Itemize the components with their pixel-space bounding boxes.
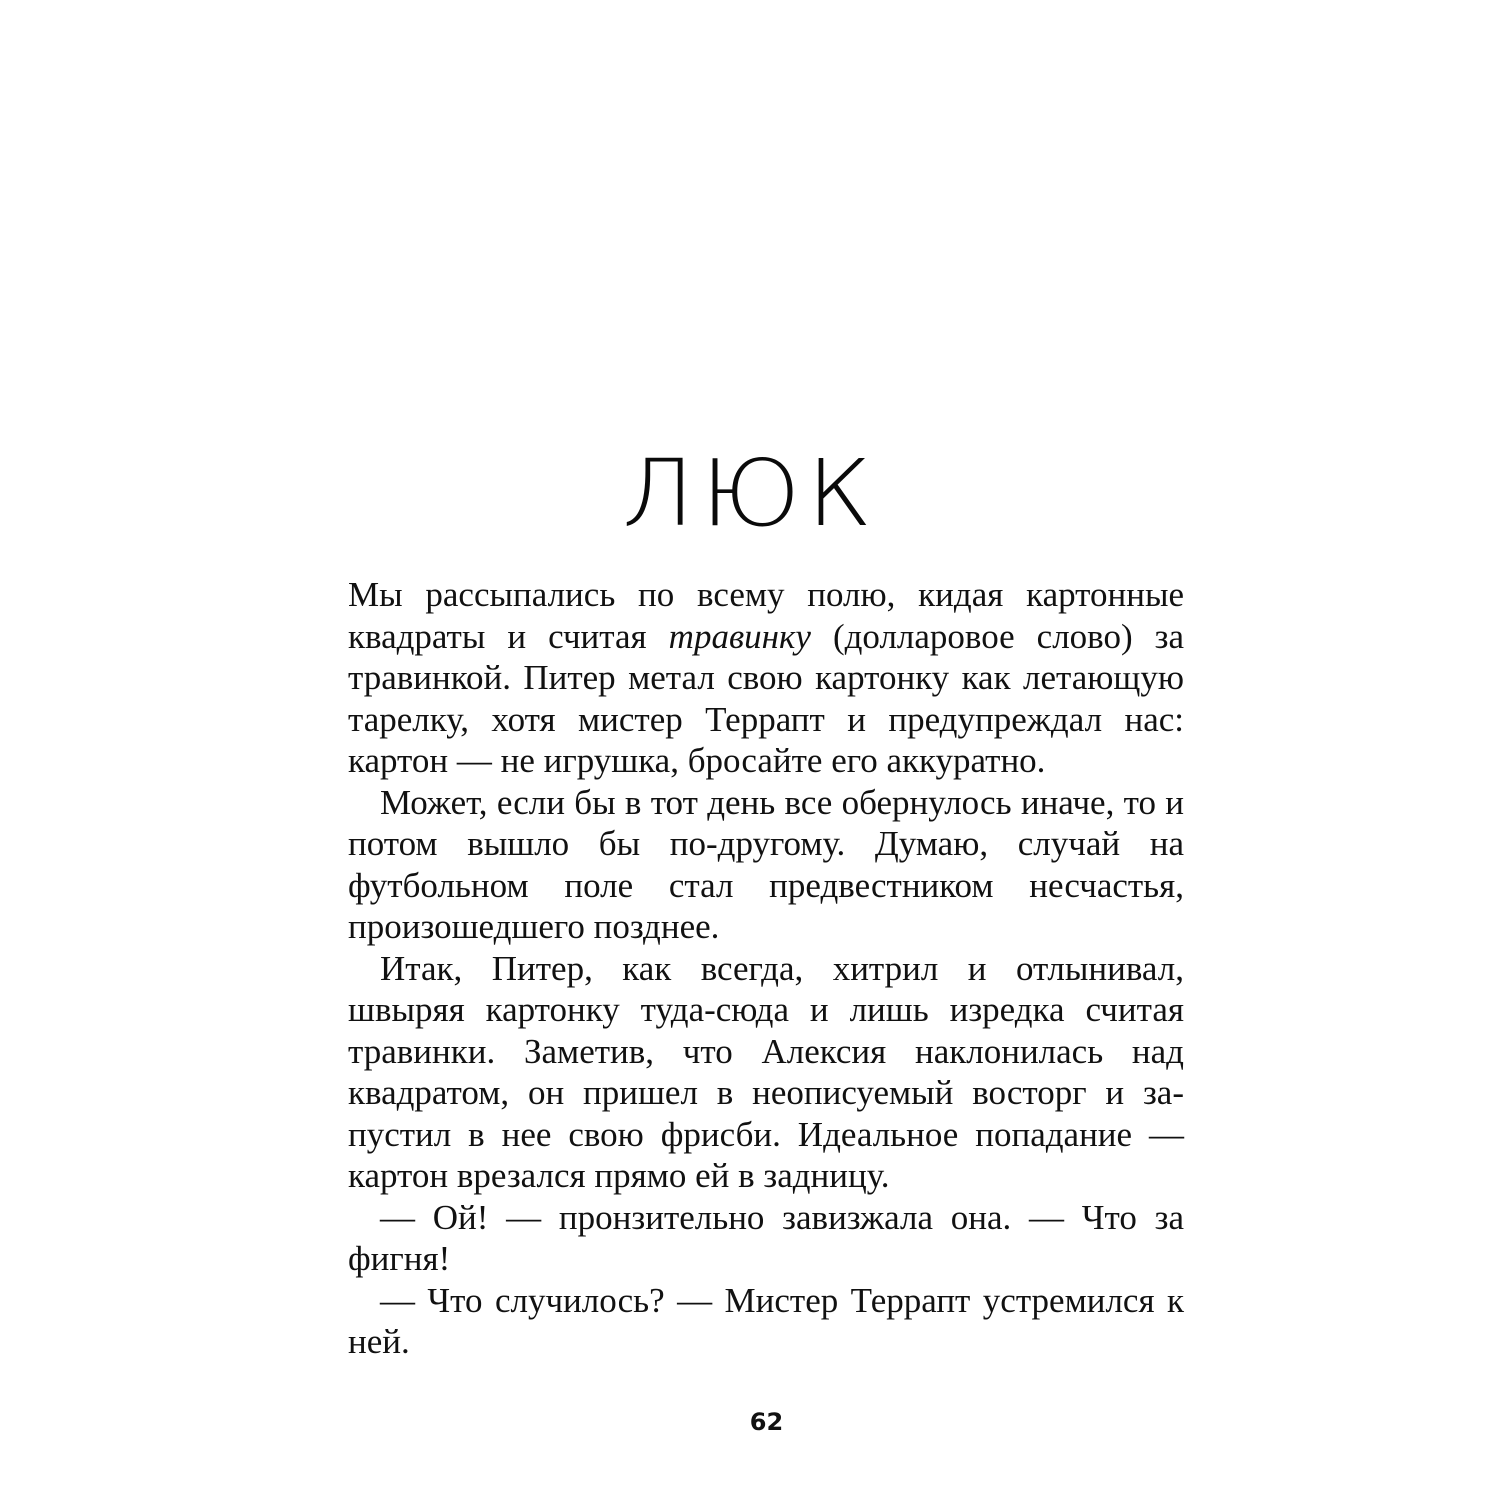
body-text bbox=[348, 574, 1184, 1363]
paragraph-1 bbox=[348, 574, 1184, 782]
paragraph-4: — Ой! — пронзительно завизжала она. — Что за фигня! bbox=[348, 1197, 1184, 1278]
chapter-title: ЛЮК bbox=[621, 440, 879, 547]
paragraph-1-emphasis: травинку bbox=[668, 616, 811, 656]
paragraph-1-after: (долларовое слово) за травинкой. Питер метал свою картонку как летающую тарелку, хотя мистер Террапт и предупреждал нас: картон — не игрушка, бросайте его аккуратно. bbox=[348, 616, 1184, 780]
paragraph-1-before: Мы рассыпались по всему полю, кидая картонные квадраты и считая bbox=[348, 575, 1184, 656]
paragraph-2: Может, если бы в тот день все обернулось иначе, то и потом вышло бы по-другому. Думаю, случай на футбольном поле стал предвестником несчастья, произошедшего позднее. bbox=[348, 782, 1184, 946]
page-number: 62 bbox=[749, 1408, 784, 1436]
paragraph-3: Итак, Питер, как всегда, хитрил и отлынивал, швыряя картонку туда-сюда и лишь изредка считая травинки. Заметив, что Алексия наклонилась над квадратом, он пришел в неописуемый восторг и запустил в нее свою фрисби. Идеальное попадание — картон врезался прямо ей в задницу. bbox=[348, 948, 1184, 1195]
paragraph-5: — Что случилось? — Мистер Террапт устремился к ней. bbox=[348, 1280, 1184, 1361]
